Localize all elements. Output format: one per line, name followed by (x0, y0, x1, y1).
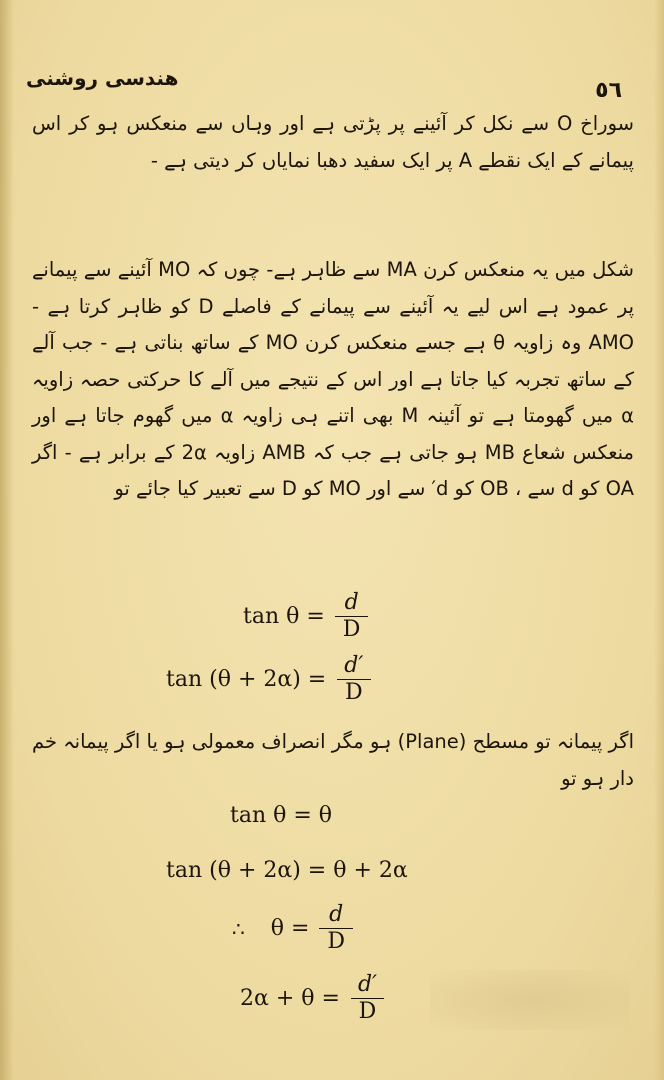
paper-bleed-through (430, 970, 630, 1030)
equation-two-alpha (240, 972, 385, 1025)
equation-theta (232, 902, 353, 955)
equation-tan-theta-plus-2alpha (166, 653, 371, 706)
therefore-symbol: ∴ (232, 916, 245, 941)
equation-small-angle (230, 803, 332, 828)
fraction (336, 653, 371, 706)
fraction (350, 972, 385, 1025)
fraction-numerator: d′ (357, 972, 378, 997)
fraction (335, 590, 369, 643)
fraction-numerator: d′ (344, 653, 364, 678)
equation-lhs: tan (θ + 2α) = θ + 2α (166, 858, 408, 883)
running-header-title: هندسی روشنی (26, 66, 179, 90)
fraction-denominator: D (337, 679, 371, 706)
page-number: ٥٦ (595, 78, 622, 103)
equation-small-angle-sum (166, 858, 408, 883)
fraction-denominator: D (351, 998, 385, 1025)
equation-lhs: tan (θ + 2α) = (166, 667, 327, 692)
equation-tan-theta (243, 590, 368, 643)
fraction (319, 902, 353, 955)
paragraph-2: شکل میں یہ منعکس کرن MA سے ظاہر ہے- چوں کہ MO آئینے سے پیمانے پر عمود ہے اس لیے یہ آئینے سے پیمانے کے فاصلے D کو ظاہر کرتا ہے - AMO وہ زاویہ θ ہے جسے منعکس کرن MO کے ساتھ بناتی ہے - جب آلے کے ساتھ تجربہ کیا جاتا ہے اور اس کے نتیجے میں آلے کا حرکتی حصہ زاویہ α میں گھومتا ہے تو آئینہ M بھی اتنے ہی زاویہ α میں گھوم جاتا ہے اور منعکس شعاع MB ہو جاتی ہے جب کہ AMB زاویہ 2α کے برابر ہے - اگر OA کو d سے ، OB کو d′ سے اور MO کو D سے تعبیر کیا جائے تو (32, 258, 635, 500)
equation-lhs: tan θ = θ (230, 803, 333, 828)
equation-lhs: tan θ = (243, 604, 325, 629)
fraction-denominator: D (335, 616, 369, 643)
paragraph-1: سوراخ O سے نکل کر آئینے پر پڑتی ہے اور وہاں سے منعکس ہو کر اس پیمانے کے ایک نقطے A پر ایک سفید دھبا نمایاں کر دیتی ہے - (32, 112, 634, 172)
fraction-numerator: d (344, 590, 359, 615)
equation-lhs: θ = (270, 916, 310, 941)
fraction-numerator: d (329, 902, 344, 927)
paragraph-3: اگر پیمانہ تو مسطح (Plane) ہو مگر انصراف معمولی ہو یا اگر پیمانہ خم دار ہو تو (32, 730, 634, 790)
fraction-denominator: D (319, 928, 353, 955)
equation-lhs: 2α + θ = (240, 986, 340, 1011)
